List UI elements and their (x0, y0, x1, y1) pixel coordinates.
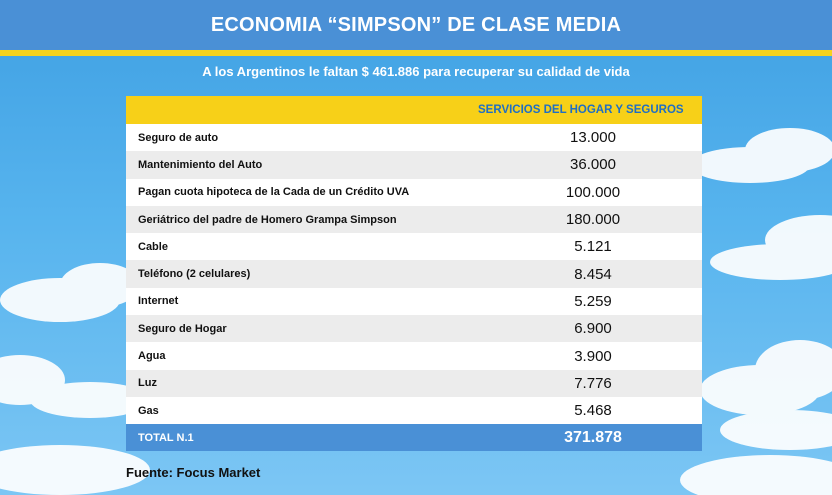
row-label: Gas (138, 404, 159, 417)
table-row (126, 151, 702, 178)
expenses-table (126, 96, 702, 451)
source-note: Fuente: Focus Market (126, 465, 261, 480)
row-label: Luz (138, 377, 157, 390)
table-header (126, 96, 702, 124)
total-row (126, 424, 702, 451)
row-value: 36.000 (570, 156, 616, 174)
row-value: 180.000 (565, 211, 621, 229)
row-label: Teléfono (2 celulares) (138, 268, 251, 281)
table-row (126, 206, 702, 233)
row-label: Cable (138, 240, 168, 253)
table-row (126, 315, 702, 342)
column-header: SERVICIOS DEL HOGAR Y SEGUROS (478, 104, 684, 116)
subtitle: A los Argentinos le faltan $ 461.886 para recuperar su calidad de vida (202, 64, 630, 79)
total-label: TOTAL N.1 (138, 431, 194, 444)
table-row (126, 288, 702, 315)
table-row (126, 342, 702, 369)
row-value: 7.776 (574, 374, 612, 392)
row-value: 5.259 (574, 292, 612, 310)
row-value: 13.000 (570, 129, 616, 147)
row-value: 3.900 (574, 347, 612, 365)
row-value: 5.121 (574, 238, 612, 256)
row-label: Mantenimiento del Auto (138, 158, 263, 171)
row-label: Seguro de Hogar (138, 322, 227, 335)
table-row (126, 397, 702, 424)
row-value: 100.000 (565, 183, 621, 201)
table-row (126, 260, 702, 287)
table-row (126, 370, 702, 397)
row-value: 5.468 (574, 402, 612, 420)
row-value: 6.900 (574, 320, 612, 338)
table-row (126, 179, 702, 206)
page-title: ECONOMIA “SIMPSON” DE CLASE MEDIA (210, 13, 622, 36)
row-label: Pagan cuota hipoteca de la Cada de un Crédito UVA (138, 186, 410, 199)
row-label: Seguro de auto (138, 131, 219, 144)
total-value: 371.878 (564, 428, 622, 446)
title-bar (0, 0, 832, 56)
row-label: Internet (138, 295, 179, 308)
table-row (126, 124, 702, 151)
table-row (126, 233, 702, 260)
row-label: Agua (138, 350, 166, 363)
row-value: 8.454 (574, 265, 612, 283)
row-label: Geriátrico del padre de Homero Grampa Simpson (138, 213, 397, 226)
